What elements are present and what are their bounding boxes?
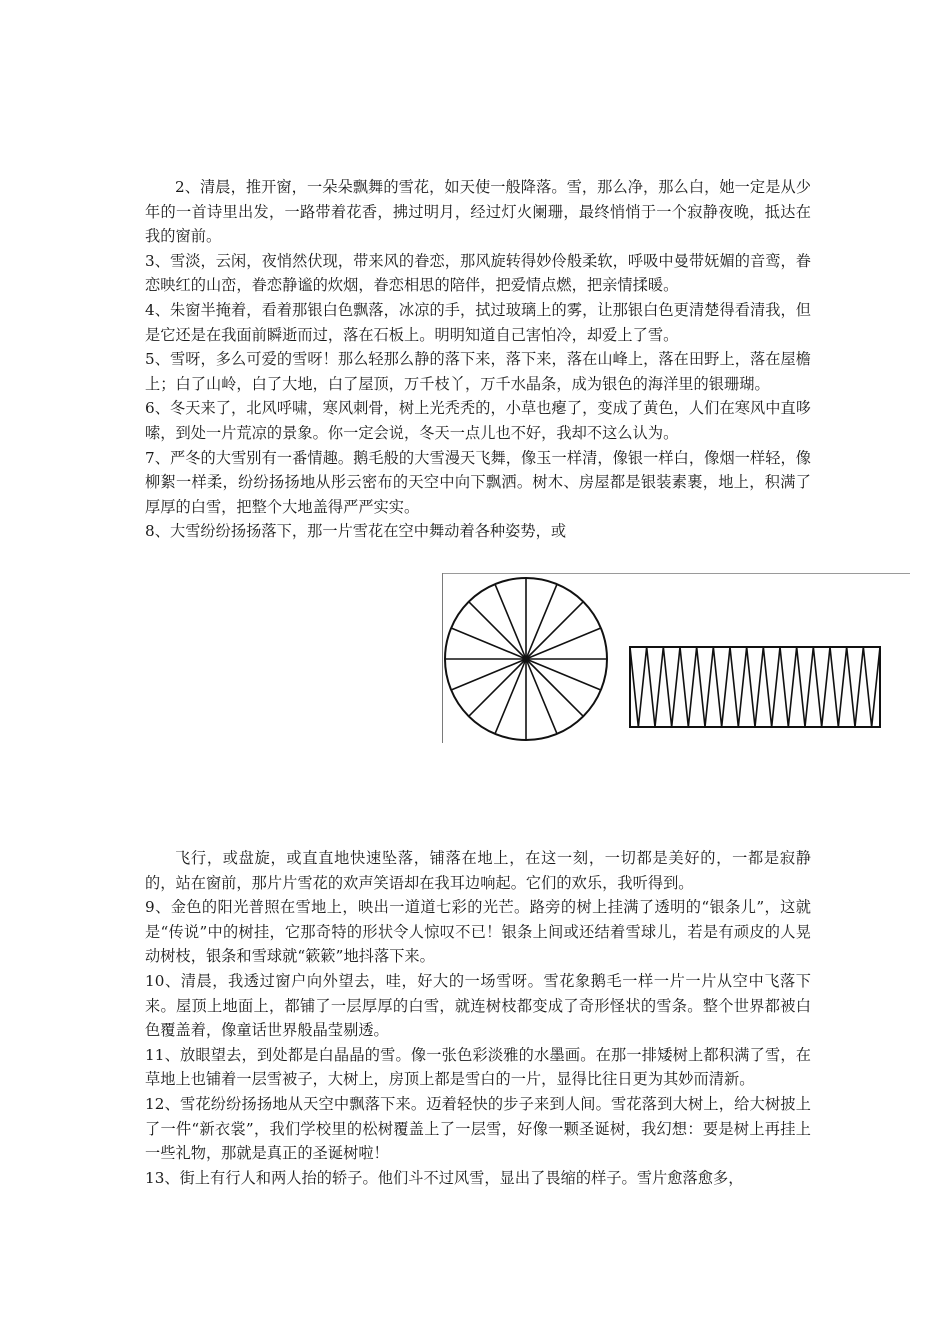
sector-circle-figure xyxy=(445,578,607,740)
paragraph-9: 9、金色的阳光普照在雪地上，映出一道道七彩的光芒。路旁的树上挂满了透明的“银条儿”，这就是“传说”中的树挂，它那奇特的形状令人惊叹不已！银条上间或还结着雪球儿，若是有顽皮的人晃动树枝，银条和雪球就“簌簌”地抖落下来。 xyxy=(145,898,811,966)
zigzag-strip-figure xyxy=(630,647,880,727)
paragraph-11: 11、放眼望去，到处都是白晶晶的雪。像一张色彩淡雅的水墨画。在那一排矮树上都积满了雪，在草地上也铺着一层雪被子，大树上，房顶上都是雪白的一片，显得比往日更为其妙而清新。 xyxy=(145,1045,811,1089)
paragraph-8-continued: 飞行，或盘旋，或直直地快速坠落，铺落在地上，在这一刻，一切都是美好的，一都是寂静的，站在窗前，那片片雪花的欢声笑语却在我耳边响起。它们的欢乐，我听得到。 xyxy=(145,849,811,892)
circle-radius-line xyxy=(469,602,526,659)
paragraph-13: 13、街上有行人和两人抬的轿子。他们斗不过风雪，显出了畏缩的样子。雪片愈落愈多， xyxy=(145,1168,744,1187)
paragraph-2: 2、清晨，推开窗，一朵朵飘舞的雪花，如天使一般降落。雪，那么净，那么白，她一定是从少年的一首诗里出发，一路带着花香，拂过明月，经过灯火阑珊，最终悄悄于一个寂静夜晚，抵达在我的窗前。 xyxy=(145,178,811,246)
text-block-top xyxy=(145,175,811,544)
paragraph-8: 8、大雪纷纷扬扬落下，那一片雪花在空中舞动着各种姿势，或 xyxy=(145,522,567,541)
paragraph-6: 6、冬天来了，北风呼啸，寒风刺骨，树上光秃秃的，小草也瘪了，变成了黄色，人们在寒风中直哆嗦，到处一片荒凉的景象。你一定会说，冬天一点儿也不好，我却不这么认为。 xyxy=(145,399,811,442)
zigzag-line xyxy=(630,647,880,727)
paragraph-10: 10、清晨，我透过窗户向外望去，哇，好大的一场雪呀。雪花象鹅毛一样一片一片从空中飞落下来。屋顶上地面上，都铺了一层厚厚的白雪，就连树枝都变成了奇形怪状的雪条。整个世界都被白色覆盖着，像童话世界般晶莹剔透。 xyxy=(145,971,811,1040)
paragraph-12: 12、雪花纷纷扬扬地从天空中飘落下来。迈着轻快的步子来到人间。雪花落到大树上，给大树披上了一件“新衣裳”，我们学校里的松树覆盖上了一层雪，好像一颗圣诞树，我幻想：要是树上再挂上一些礼物，那就是真正的圣诞树啦！ xyxy=(145,1094,811,1163)
paragraph-4: 4、朱窗半掩着，看着那银白色飘落，冰凉的手，拭过玻璃上的雾，让那银白色更清楚得看清我，但是它还是在我面前瞬逝而过，落在石板上。明明知道自己害怕冷，却爱上了雪。 xyxy=(145,300,811,344)
paragraph-3: 3、雪淡，云闲，夜悄然伏现，带来风的眷恋，那风旋转得妙伶般柔软，呼吸中曼带妩媚的音鸾，眷恋映红的山峦，眷恋静谧的炊烟，眷恋相思的陪伴，把爱情点燃，把亲情揉暖。 xyxy=(145,251,811,295)
circle-radius-line xyxy=(526,659,583,716)
circle-radius-line xyxy=(469,659,526,716)
figure-image xyxy=(440,573,910,743)
paragraph-7: 7、严冬的大雪别有一番情趣。鹅毛般的大雪漫天飞舞，像玉一样清，像银一样白，像烟一样轻，像柳絮一样柔，纷纷扬扬地从彤云密布的天空中向下飘洒。树木、房屋都是银装素裹，地上，积满了厚厚的白雪，把整个大地盖得严严实实。 xyxy=(145,448,811,516)
text-block-bottom xyxy=(145,846,811,1190)
paragraph-5: 5、雪呀，多么可爱的雪呀！那么轻那么静的落下来，落下来，落在山峰上，落在田野上，落在屋檐上；白了山岭，白了大地，白了屋顶，万千枝丫，万千水晶条，成为银色的海洋里的银珊瑚。 xyxy=(145,350,811,393)
figure-drawing xyxy=(440,573,910,743)
circle-radius-line xyxy=(526,602,583,659)
